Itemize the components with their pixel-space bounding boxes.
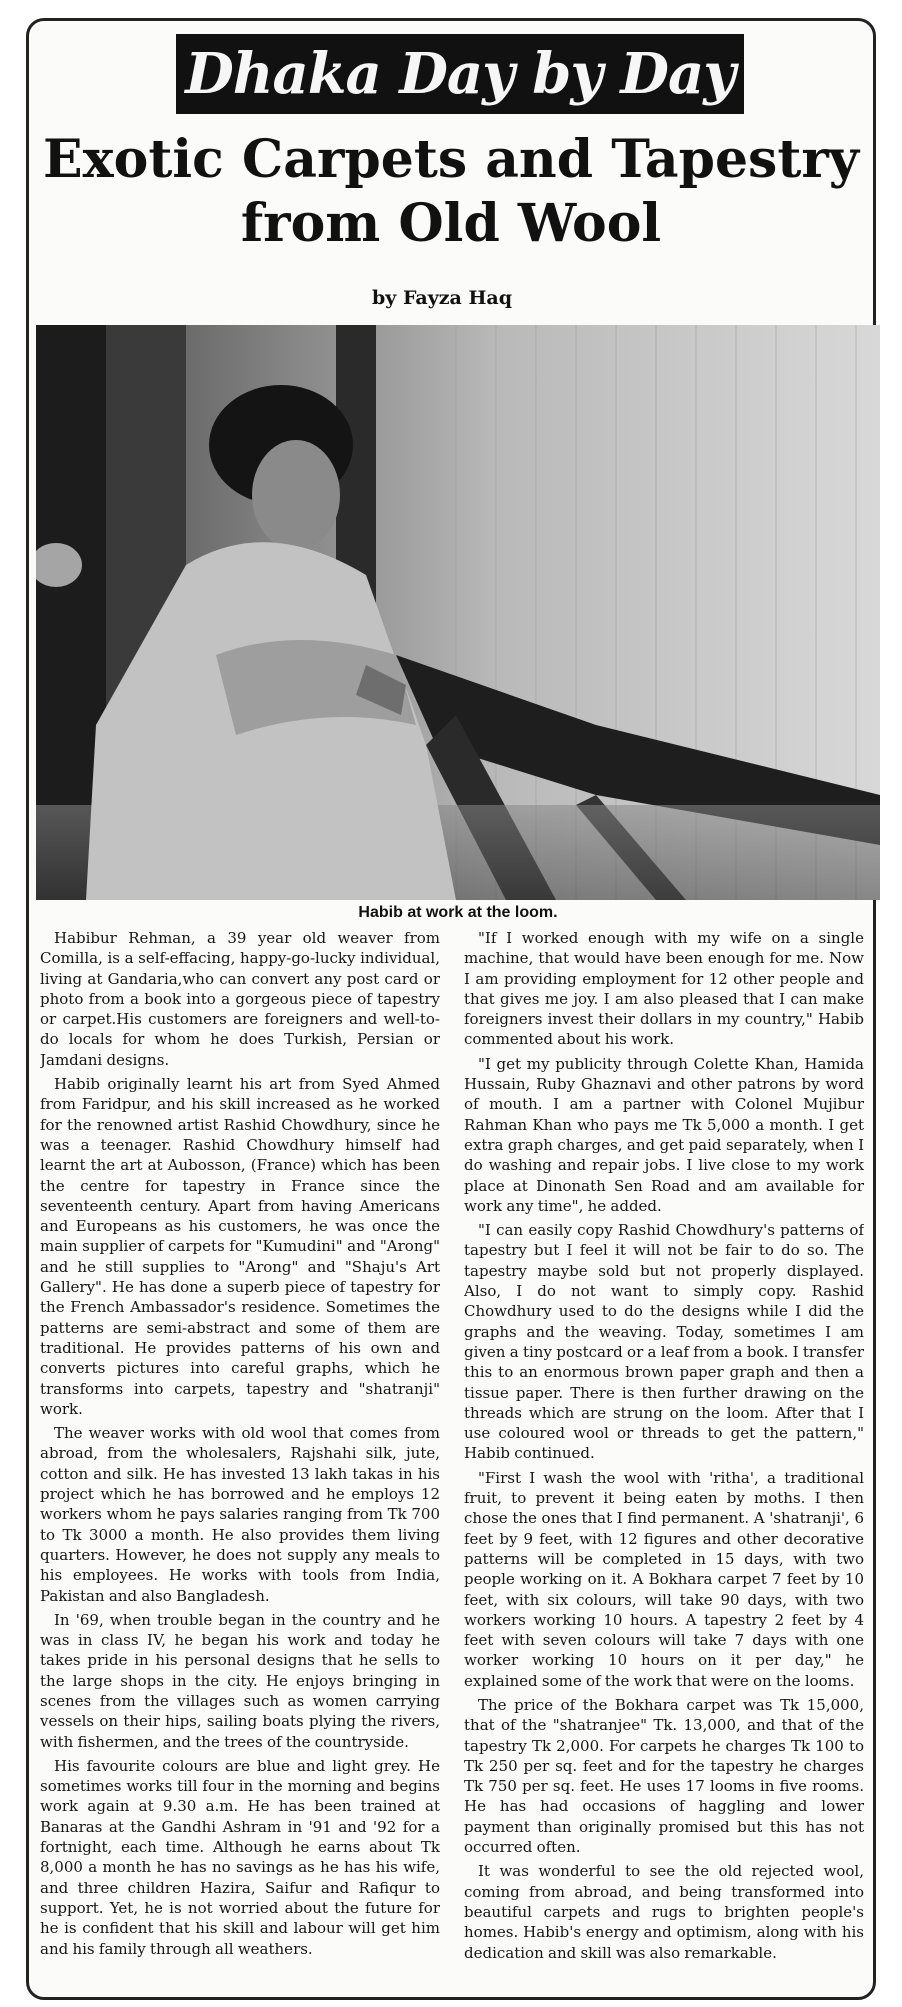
paragraph: Habib originally learnt his art from Syed Ahmed from Faridpur, and his skill increased as he worked for the renowned artist Rashid Chowdhury, since he was a teenager. Rashid Chowdhury himself had learnt the art at Aubosson, (France) which has been the centre for tapestry in France since the seventeenth century. Apart from having Americans and Europeans as his customers, he was once the main supplier of carpets for "Kumudini" and "Arong" and he still supplies to "Arong" and "Shaju's Art Gallery". He has done a superb piece of tapestry for the French Ambassador's residence. Sometimes the patterns are semi-abstract and some of them are traditional. He provides patterns of his own and converts pictures into careful graphs, which he transforms into carpets, tapestry and "shatranji" work. [40,1075,440,1418]
article-column-right [464,928,864,1990]
masthead-title: Dhaka Day by Day [185,41,735,107]
paragraph: The weaver works with old wool that comes from abroad, from the wholesalers, Rajshahi silk, jute, cotton and silk. He has invested 13 lakh takas in his project which he has borrowed and he employs 12 workers whom he pays salaries ranging from Tk 700 to Tk 3000 a month. He also provides them living quarters. However, he does not supply any meals to his employees. He works with tools from India, Pakistan and also Bangladesh. [40,1424,440,1605]
article-column-left [40,928,440,1990]
paragraph: "I can easily copy Rashid Chowdhury's patterns of tapestry but I feel it will not be fair to do so. The tapestry maybe sold but not properly displayed. Also, I do not want to simply copy. Rashid Chowdhury used to do the designs while I did the graphs and the weaving. Today, sometimes I am given a tiny postcard or a leaf from a book. I transfer this to an enormous brown paper graph and then a tissue paper. There is then further drawing on the threads which are strung on the loom. After that I use coloured wool or threads to get the pattern," Habib continued. [464,1221,864,1463]
masthead-banner [176,34,744,114]
article-byline: by Fayza Haq [372,287,513,309]
paragraph: "I get my publicity through Colette Khan, Hamida Hussain, Ruby Ghaznavi and other patrons by word of mouth. I am a partner with Colonel Mujibur Rahman Khan who pays me Tk 5,000 a month. I get extra graph charges, and get paid separately, when I do washing and repair jobs. I live close to my work place at Dinonath Sen Road and am available for work any time", he added. [464,1054,864,1215]
article-photo [36,325,880,900]
paragraph: "If I worked enough with my wife on a single machine, that would have been enough for me. Now I am providing employment for 12 other people and that gives me joy. I am also pleased that I can make foreigners invest their dollars in my country," Habib commented about his work. [464,929,864,1049]
paragraph: Habibur Rehman, a 39 year old weaver from Comilla, is a self-effacing, happy-go-lucky individual, living at Gandaria,who can convert any post card or photo from a book into a gorgeous piece of tapestry or carpet.His customers are foreigners and well-to-do locals for whom he does Turkish, Persian or Jamdani designs. [40,929,440,1069]
paragraph: It was wonderful to see the old rejected wool, coming from abroad, and being transformed into beautiful carpets and rugs to brighten people's homes. Habib's energy and optimism, along with his dedication and skill was also remarkable. [464,1862,864,1962]
paragraph: "First I wash the wool with 'ritha', a traditional fruit, to prevent it being eaten by moths. I then chose the ones that I find permanent. A 'shatranji', 6 feet by 9 feet, with 12 figures and other decorative patterns will be completed in 15 days, with two people working on it. A Bokhara carpet 7 feet by 10 feet, with six colours, will take 90 days, with two workers working 10 hours. A tapestry 2 feet by 4 feet with seven colours will take 7 days with one worker working 10 hours on it per day," he explained some of the work that were on the looms. [464,1468,864,1690]
paragraph: The price of the Bokhara carpet was Tk 15,000, that of the "shatranjee" Tk. 13,000, and that of the tapestry Tk 2,000. For carpets he charges Tk 100 to Tk 250 per sq. feet and for the tapestry he charges Tk 750 per sq. feet. He uses 17 looms in five rooms. He has had occasions of haggling and lower payment than originally promised but this has not occurred often. [464,1695,864,1857]
paragraph: In '69, when trouble began in the country and he was in class IV, he began his work and today he takes pride in his personal designs that he sells to the large shops in the city. He enjoys bringing in scenes from the villages such as women carrying vessels on their hips, sailing boats plying the rivers, with fishermen, and the trees of the countryside. [40,1610,440,1751]
paragraph: His favourite colours are blue and light grey. He sometimes works till four in the morning and begins work again at 9.30 a.m. He has been trained at Banaras at the Gandhi Ashram in '91 and '92 for a fortnight, each time. Although he earns about Tk 8,000 a month he has no savings as he has his wife, and three children Hazira, Saifur and Rafiqur to support. Yet, he is not worried about the future for he is confident that his skill and labour will get him and his family through all weathers. [40,1756,440,1958]
weaver-at-loom-photo [36,325,880,900]
article-headline: Exotic Carpets and Tapestry from Old Wool [43,129,859,254]
photo-caption: Habib at work at the loom. [358,904,558,921]
